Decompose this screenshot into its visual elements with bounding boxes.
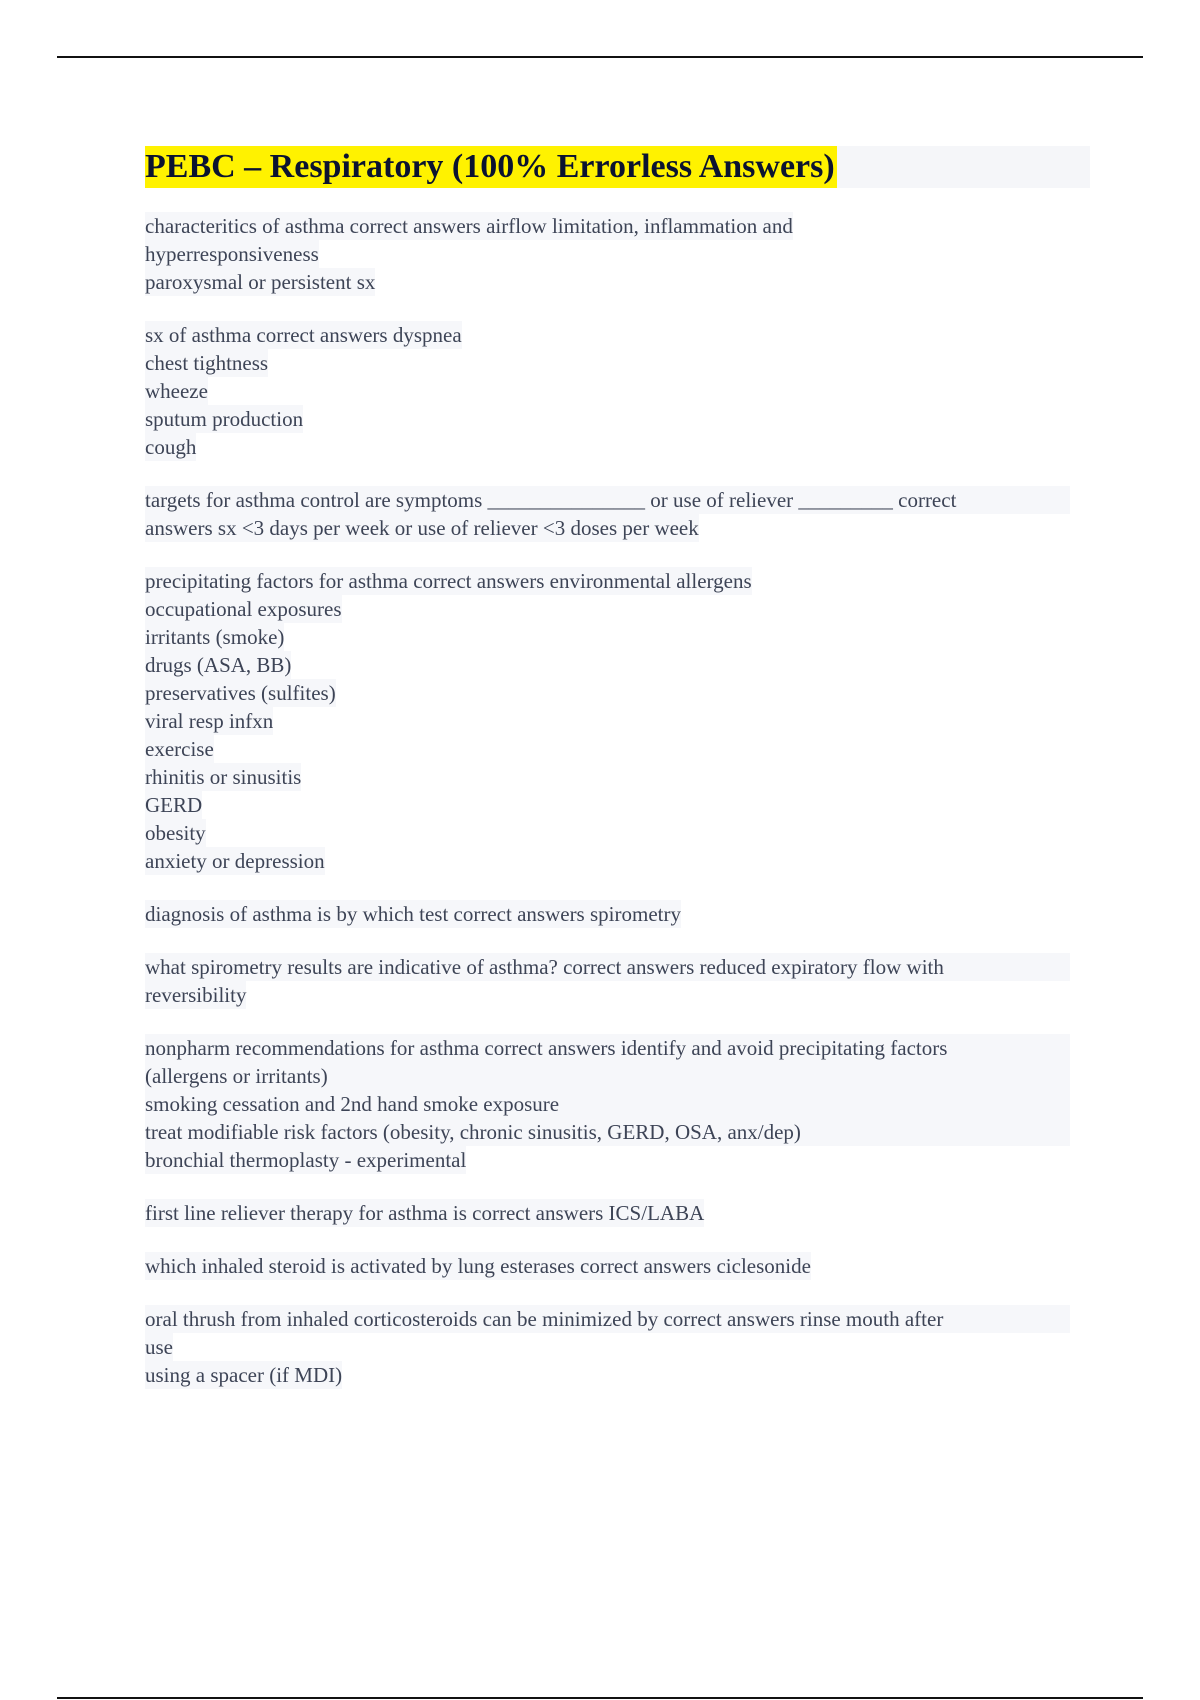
document-title: PEBC – Respiratory (100% Errorless Answers) xyxy=(145,146,837,188)
qa-answer-line: viral resp infxn xyxy=(145,709,274,733)
qa-answer-line: hyperresponsiveness xyxy=(145,242,319,266)
qa-question-line: first line reliever therapy for asthma is correct answers ICS/LABA xyxy=(145,1201,705,1225)
qa-answer-line: bronchial thermoplasty - experimental xyxy=(145,1148,467,1172)
qa-answer-line: (allergens or irritants) xyxy=(145,1062,1070,1090)
qa-answer-line: use xyxy=(145,1335,173,1359)
qa-block xyxy=(145,486,1090,542)
qa-question-line: precipitating factors for asthma correct answers environmental allergens xyxy=(145,569,752,593)
qa-question-line: nonpharm recommendations for asthma correct answers identify and avoid precipitating factors xyxy=(145,1034,1070,1062)
qa-block xyxy=(145,1252,1090,1280)
qa-question-line: diagnosis of asthma is by which test correct answers spirometry xyxy=(145,902,681,926)
qa-answer-line: wheeze xyxy=(145,379,208,403)
qa-block xyxy=(145,321,1090,461)
qa-answer-line: exercise xyxy=(145,737,214,761)
qa-answer-line: irritants (smoke) xyxy=(145,625,285,649)
qa-answer-line: sputum production xyxy=(145,407,304,431)
qa-question-line: oral thrush from inhaled corticosteroids can be minimized by correct answers rinse mouth after xyxy=(145,1305,1070,1333)
qa-list xyxy=(145,212,1090,1389)
footer-rule xyxy=(57,1697,1143,1699)
qa-answer-line: occupational exposures xyxy=(145,597,342,621)
qa-block xyxy=(145,953,1090,1009)
qa-answer-line: drugs (ASA, BB) xyxy=(145,653,292,677)
qa-answer-line: paroxysmal or persistent sx xyxy=(145,270,376,294)
qa-answer-line: smoking cessation and 2nd hand smoke exposure xyxy=(145,1090,1070,1118)
qa-answer-line: using a spacer (if MDI) xyxy=(145,1363,343,1387)
header-rule xyxy=(57,56,1143,58)
qa-block xyxy=(145,900,1090,928)
title-row xyxy=(145,146,1090,188)
qa-answer-line: obesity xyxy=(145,821,206,845)
qa-answer-line: treat modifiable risk factors (obesity, chronic sinusitis, GERD, OSA, anx/dep) xyxy=(145,1118,1070,1146)
qa-block xyxy=(145,1305,1090,1389)
qa-answer-line: chest tightness xyxy=(145,351,269,375)
qa-answer-line: cough xyxy=(145,435,197,459)
qa-block xyxy=(145,212,1090,296)
qa-question-line: sx of asthma correct answers dyspnea xyxy=(145,323,462,347)
qa-answer-line: GERD xyxy=(145,793,203,817)
qa-question-line: targets for asthma control are symptoms _______________ or use of reliever _________ correct xyxy=(145,486,1070,514)
document-body xyxy=(145,146,1090,1414)
qa-answer-line: rhinitis or sinusitis xyxy=(145,765,302,789)
qa-block xyxy=(145,1199,1090,1227)
qa-question-line: characteritics of asthma correct answers airflow limitation, inflammation and xyxy=(145,214,793,238)
qa-block xyxy=(145,567,1090,875)
qa-answer-line: anxiety or depression xyxy=(145,849,325,873)
qa-question-line: which inhaled steroid is activated by lung esterases correct answers ciclesonide xyxy=(145,1254,811,1278)
qa-answer-line: answers sx <3 days per week or use of reliever <3 doses per week xyxy=(145,516,699,540)
qa-question-line: what spirometry results are indicative of asthma? correct answers reduced expiratory flow with xyxy=(145,953,1070,981)
qa-answer-line: reversibility xyxy=(145,983,247,1007)
qa-block xyxy=(145,1034,1090,1174)
qa-answer-line: preservatives (sulfites) xyxy=(145,681,336,705)
